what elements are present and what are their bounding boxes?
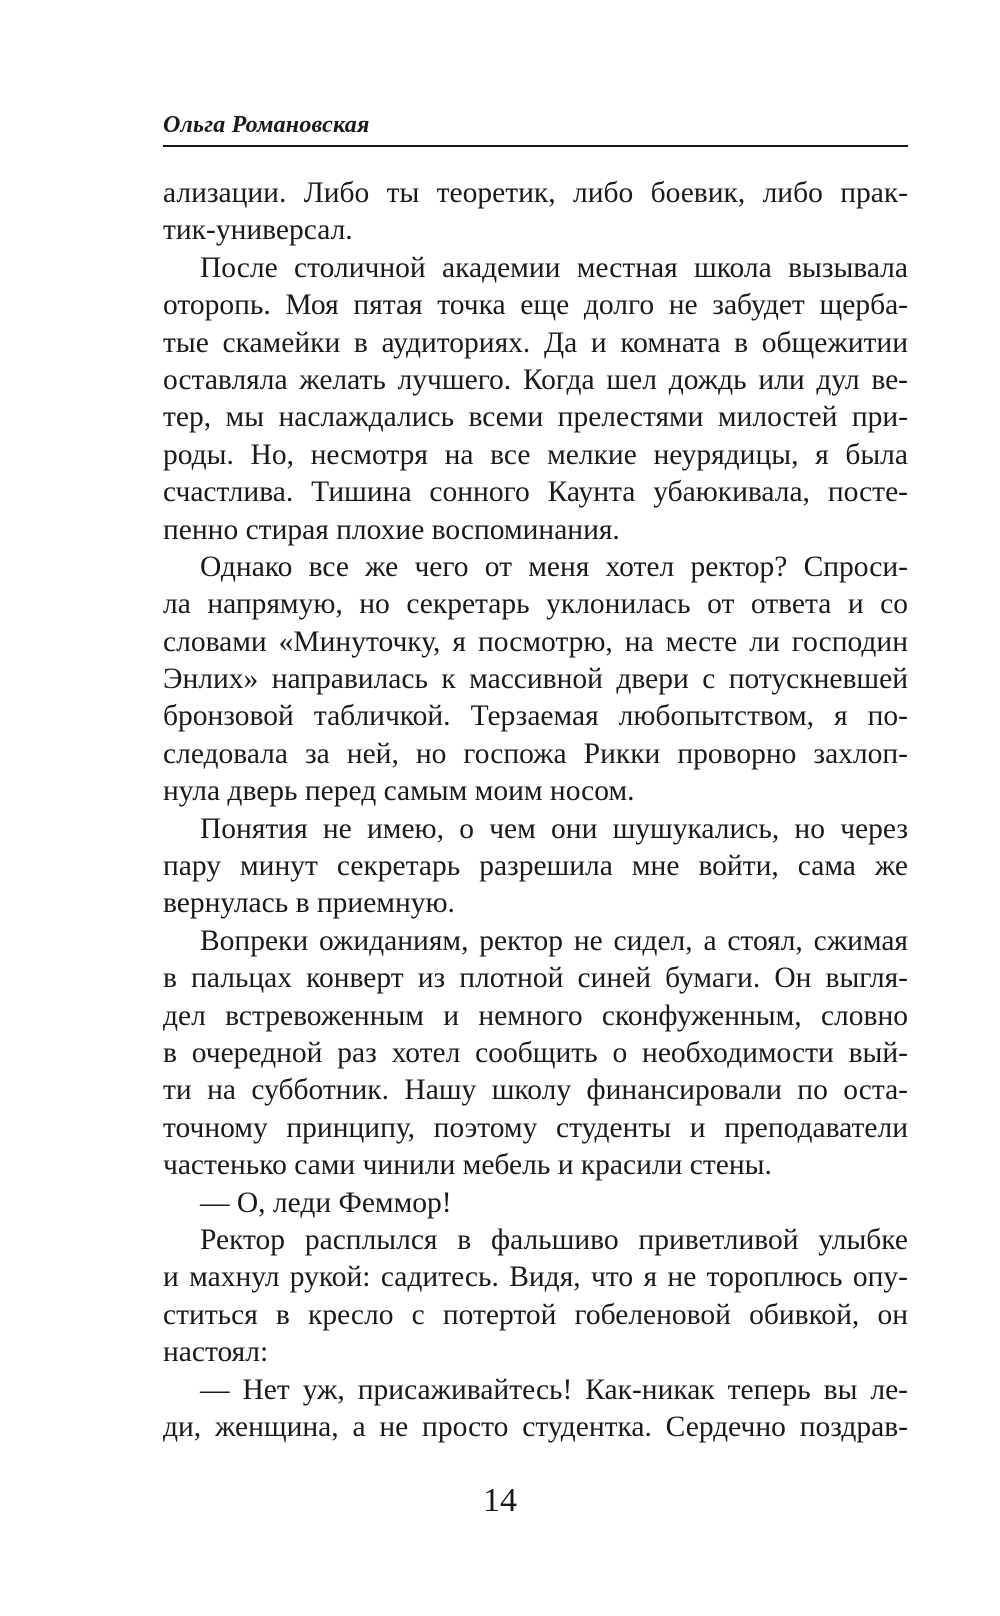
text-line: нула дверь перед самым моим носом. — [163, 775, 635, 808]
page-number: 14 — [483, 1482, 517, 1519]
text-line: точному принципу, поэтому студенты и преподаватели — [163, 1111, 908, 1144]
text-line: тые скамейки в аудиториях. Да и комната в общежитии — [163, 326, 908, 359]
text-line: ди, женщина, а не просто студентка. Сердечно поздрав- — [163, 1410, 908, 1443]
text-line: частенько сами чинили мебель и красили стены. — [163, 1149, 772, 1182]
text-line: Однако все же чего от меня хотел ректор? Спроси- — [200, 550, 908, 583]
text-line: в очередной раз хотел сообщить о необходимости вый- — [163, 1036, 908, 1069]
text-line: Энлих» направилась к массивной двери с потускневшей — [163, 663, 908, 696]
text-line: ла напрямую, но секретарь уклонилась от ответа и со — [163, 588, 908, 621]
text-line: вернулась в приемную. — [163, 887, 455, 920]
text-line: счастлива. Тишина сонного Каунта убаюкивала, посте- — [163, 476, 908, 509]
text-line: дел встревоженным и немного сконфуженным, словно — [163, 999, 908, 1032]
header-rule — [163, 145, 908, 147]
text-line: настоял: — [163, 1336, 269, 1369]
text-line: словами «Минуточку, я посмотрю, на месте ли господин — [163, 625, 908, 658]
text-line: оставляла желать лучшего. Когда шел дождь или дул ве- — [163, 363, 908, 396]
text-line: оторопь. Моя пятая точка еще долго не забудет щерба- — [163, 289, 908, 322]
text-line: тер, мы наслаждались всеми прелестями милостей при- — [163, 401, 908, 434]
text-line: бронзовой табличкой. Терзаемая любопытством, я по- — [163, 700, 908, 733]
running-head-author: Ольга Романовская — [163, 112, 370, 138]
text-line: и махнул рукой: садитесь. Видя, что я не тороплюсь опу- — [163, 1261, 908, 1294]
text-line: тик-универсал. — [163, 214, 353, 247]
text-line: в пальцах конверт из плотной синей бумаги. Он выгля- — [163, 962, 908, 995]
text-line: ализации. Либо ты теоретик, либо боевик, либо прак- — [163, 177, 908, 209]
text-line: ститься в кресло с потертой гобеленовой обивкой, он — [163, 1298, 908, 1331]
text-line: — Нет уж, присаживайтесь! Как-никак теперь вы ле- — [200, 1373, 908, 1406]
text-line: роды. Но, несмотря на все мелкие неурядицы, я была — [163, 438, 908, 471]
text-line: После столичной академии местная школа вызывала — [200, 251, 908, 284]
text-line: пару минут секретарь разрешила мне войти, сама же — [163, 850, 908, 883]
text-line: следовала за ней, но госпожа Рикки проворно захлоп- — [163, 737, 908, 770]
text-line: пенно стирая плохие воспоминания. — [163, 513, 620, 546]
text-line: Вопреки ожиданиям, ректор не сидел, а стоял, сжимая — [200, 924, 908, 957]
text-line: Ректор расплылся в фальшиво приветливой улыбке — [200, 1223, 908, 1256]
text-line: ти на субботник. Нашу школу финансировали по оста- — [163, 1074, 908, 1107]
text-line: — О, леди Феммор! — [200, 1186, 452, 1219]
text-line: Понятия не имею, о чем они шушукались, но через — [200, 812, 908, 845]
body-text — [163, 175, 908, 1446]
